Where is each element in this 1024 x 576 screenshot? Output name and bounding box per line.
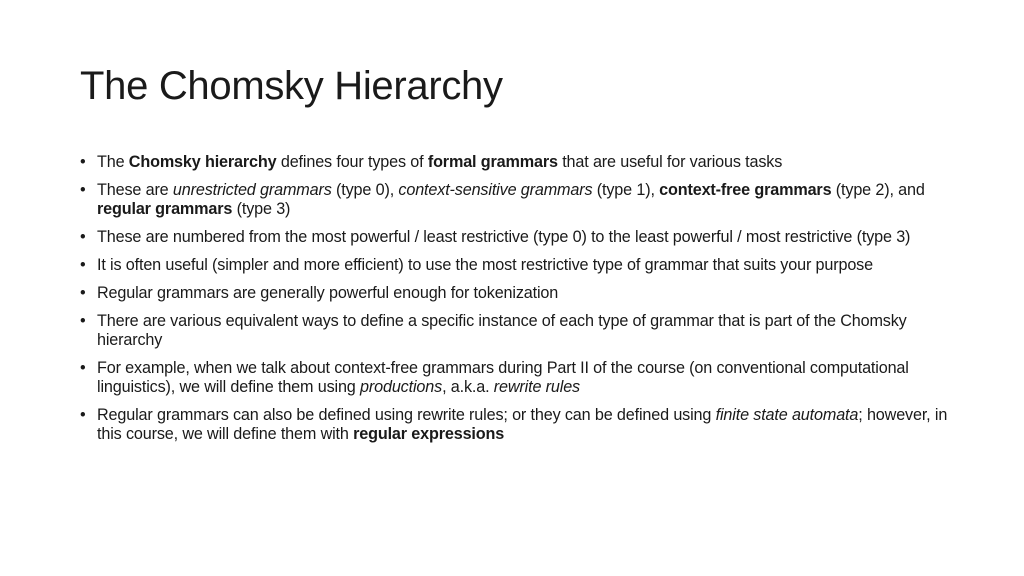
term-unrestricted-grammars: unrestricted grammars: [172, 181, 332, 199]
term-context-free-grammars: context-free grammars: [659, 181, 832, 199]
bullet-chomsky-hierarchy-definition: [80, 153, 956, 172]
bullet-text: Regular grammars are generally powerful enough for tokenization: [97, 284, 559, 302]
bullet-text: It is often useful (simpler and more efficient) to use the most restrictive type of grammar that suits your purpose: [97, 256, 873, 274]
bullet-equivalent-ways: [80, 312, 956, 350]
term-formal-grammars: formal grammars: [427, 153, 558, 171]
bullet-productions-example: [80, 359, 956, 397]
term-regular-expressions: regular expressions: [353, 425, 505, 443]
bullet-regular-expressions: [80, 406, 956, 444]
bullet-text: For example, when we talk about context-free grammars during Part II of the course (on conventional computational linguistics), we will define them using: [97, 359, 909, 396]
bullet-text: There are various equivalent ways to define a specific instance of each type of grammar that is part of the Chomsky hierarchy: [97, 312, 907, 349]
bullet-list: [80, 153, 956, 453]
bullet-text: These are: [97, 181, 173, 199]
bullet-text: defines four types of: [276, 153, 428, 171]
bullet-text: The: [97, 153, 129, 171]
bullet-text: that are useful for various tasks: [557, 153, 783, 171]
bullet-text: (type 1),: [592, 181, 660, 199]
term-rewrite-rules: rewrite rules: [493, 378, 581, 396]
term-chomsky-hierarchy: Chomsky hierarchy: [128, 153, 277, 171]
term-regular-grammars: regular grammars: [97, 200, 233, 218]
term-context-sensitive-grammars: context-sensitive grammars: [398, 181, 593, 199]
term-finite-state-automata: finite state automata: [715, 406, 859, 424]
bullet-text: These are numbered from the most powerful / least restrictive (type 0) to the least powerful / most restrictive (type 3): [97, 228, 911, 246]
slide-title: The Chomsky Hierarchy: [80, 64, 503, 108]
bullet-grammar-types: [80, 181, 956, 219]
bullet-restrictive-type: [80, 256, 956, 275]
bullet-numbering: [80, 228, 956, 247]
bullet-text: (type 0),: [331, 181, 399, 199]
term-productions: productions: [360, 378, 443, 396]
bullet-text: (type 3): [232, 200, 291, 218]
bullet-tokenization: [80, 284, 956, 303]
bullet-text: Regular grammars can also be defined using rewrite rules; or they can be defined using: [97, 406, 716, 424]
bullet-text: ; however, in this course, we will define them with: [97, 406, 948, 443]
bullet-text: (type 2), and: [831, 181, 925, 199]
bullet-text: , a.k.a.: [442, 378, 494, 396]
